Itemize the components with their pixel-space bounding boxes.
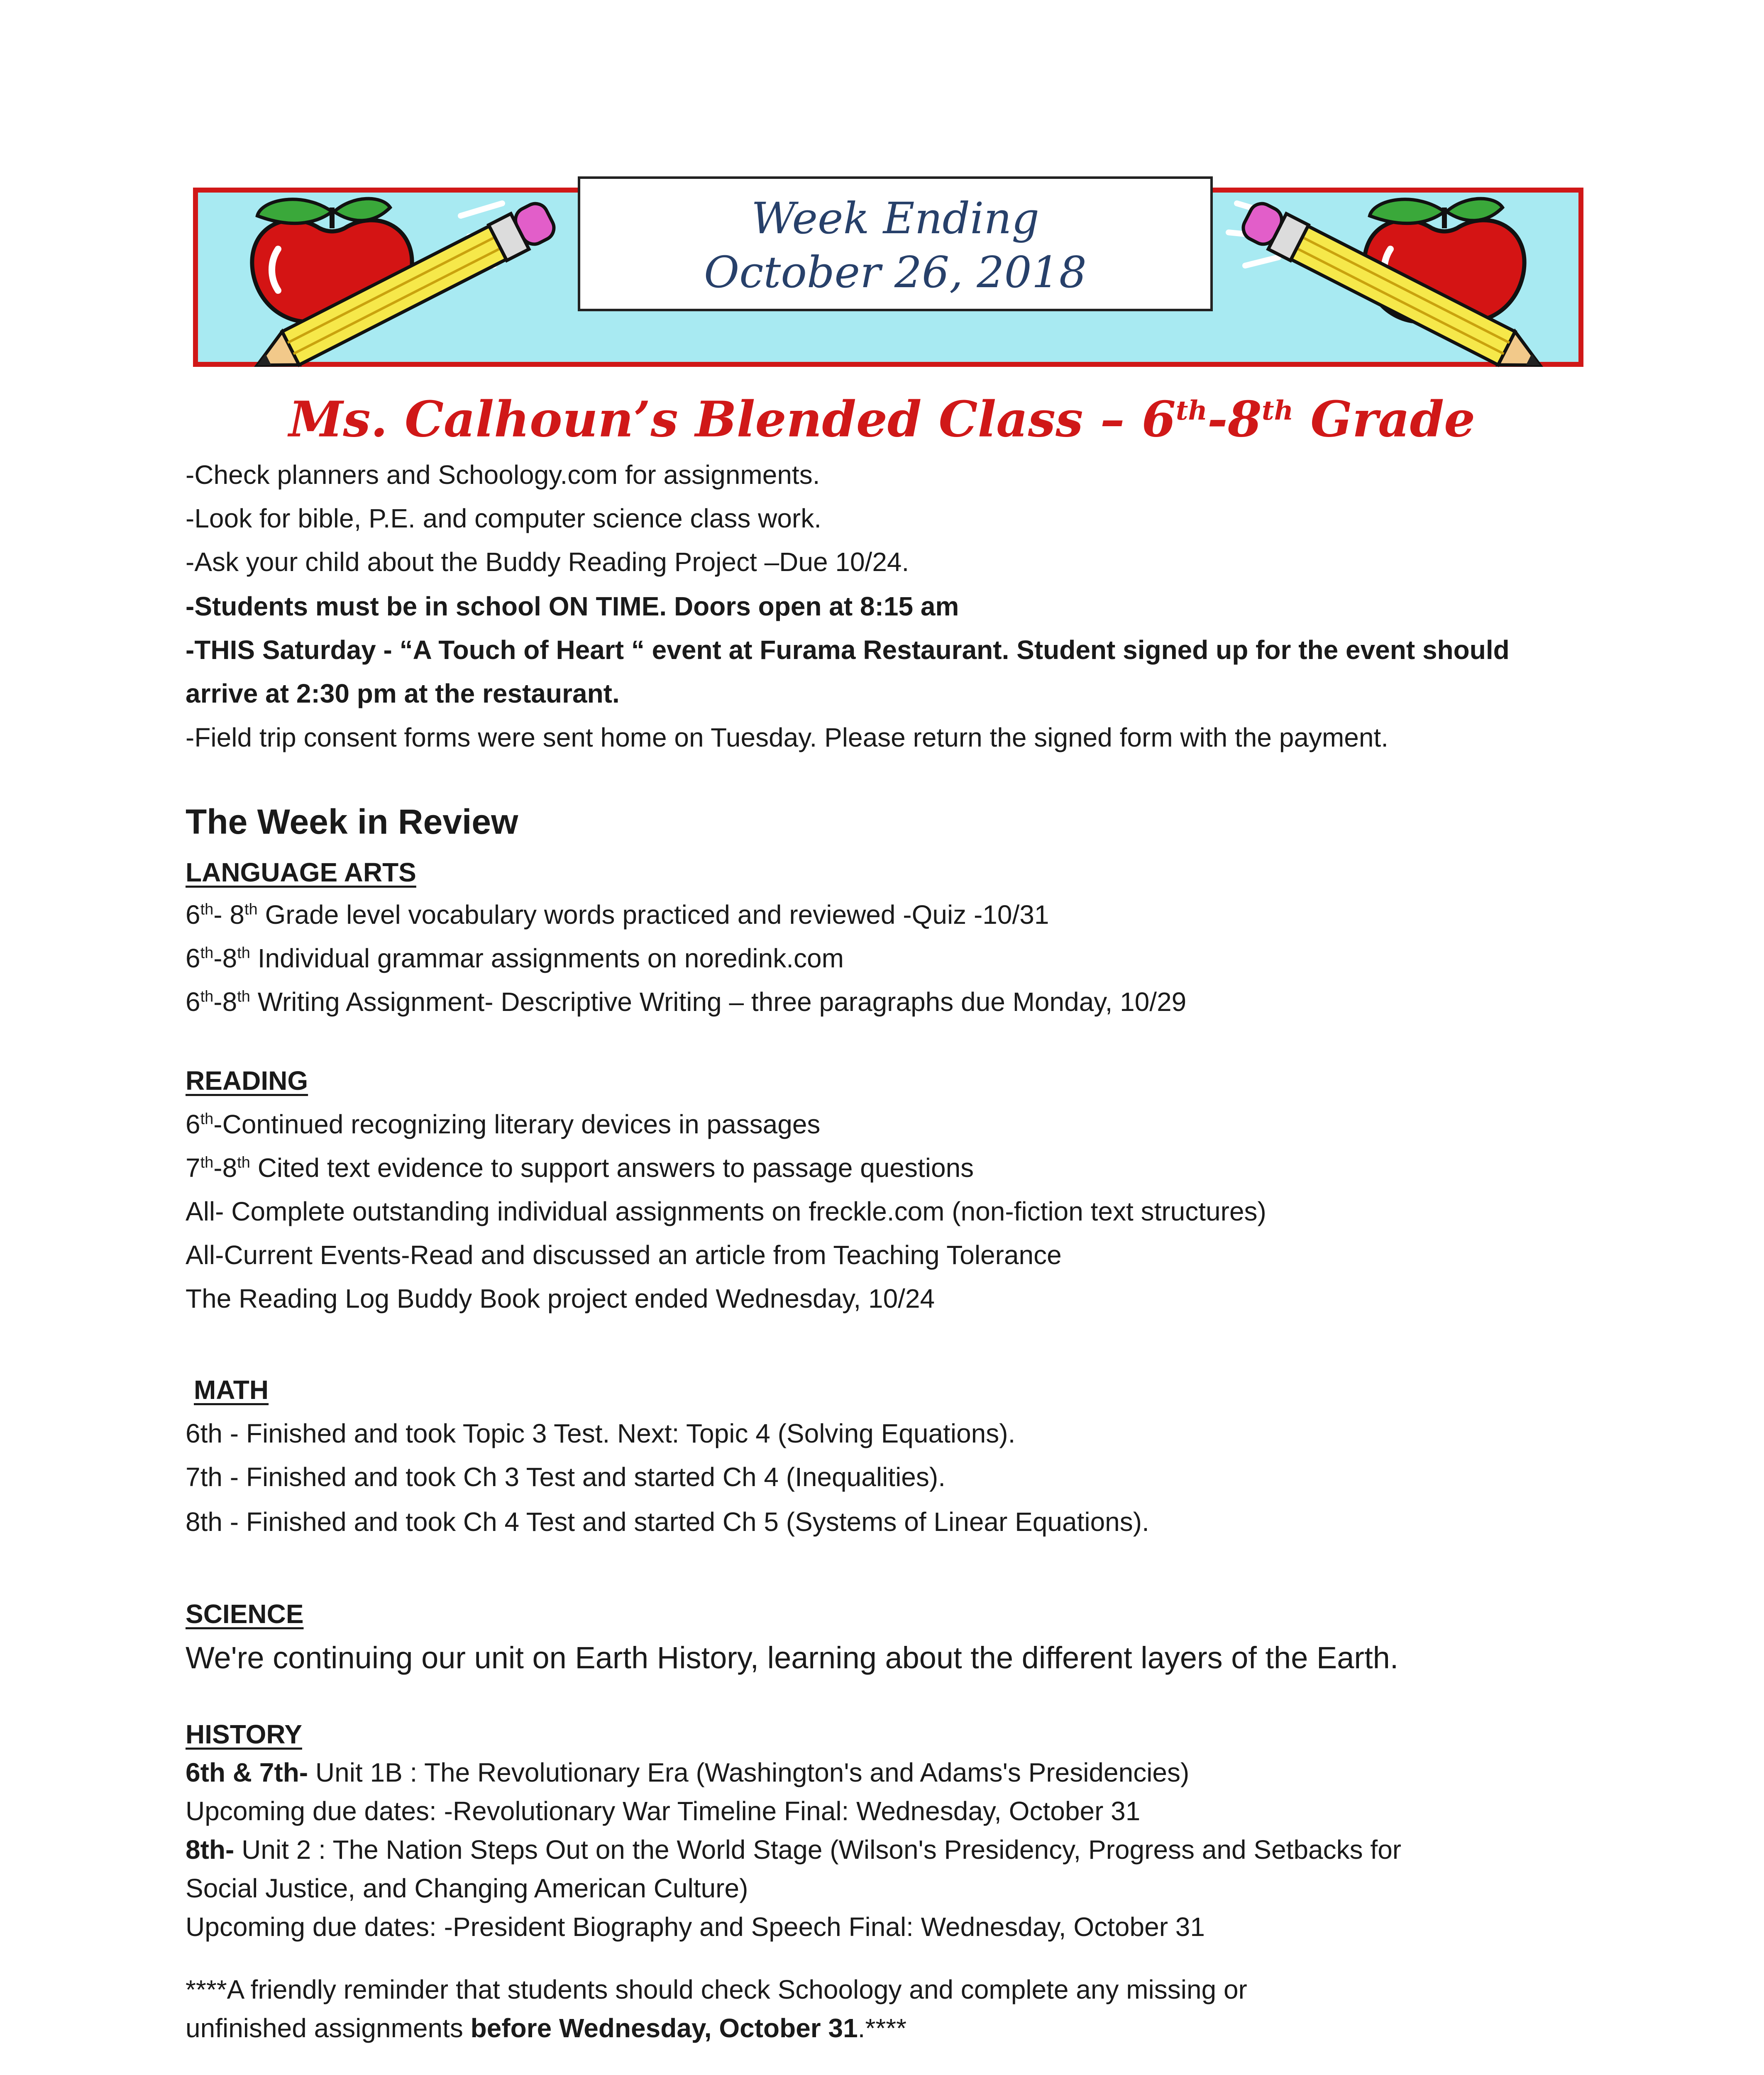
apple-pencil-icon-left (195, 191, 569, 390)
math-item: 6th - Finished and took Topic 3 Test. Next: Topic 4 (Solving Equations). (186, 1418, 1016, 1448)
announcement-item: arrive at 2:30 pm at the restaurant. (186, 679, 620, 708)
announcement-item: -Students must be in school ON TIME. Doors open at 8:15 am (186, 591, 959, 621)
reminder-line: unfinished assignments before Wednesday, October 31.**** (186, 2013, 907, 2043)
reading-item: 6th-Continued recognizing literary devices in passages (186, 1109, 821, 1139)
reading-item: All- Complete outstanding individual assignments on freckle.com (non-fiction text structures) (186, 1196, 1266, 1226)
announcement-item: -Look for bible, P.E. and computer science class work. (186, 503, 821, 533)
math-item: 7th - Finished and took Ch 3 Test and started Ch 4 (Inequalities). (186, 1462, 946, 1492)
history-item: 6th & 7th- Unit 1B : The Revolutionary Era (Washington's and Adams's Presidencies) (186, 1758, 1190, 1787)
apple-pencil-icon-right (1212, 191, 1586, 390)
week-ending-date: October 26, 2018 (704, 247, 1087, 298)
language-arts-heading: LANGUAGE ARTS (186, 857, 416, 887)
reading-item: The Reading Log Buddy Book project ended Wednesday, 10/24 (186, 1284, 935, 1313)
announcement-item: -THIS Saturday - “A Touch of Heart “ event at Furama Restaurant. Student signed up for the event should (186, 635, 1510, 665)
announcement-item: -Ask your child about the Buddy Reading Project –Due 10/24. (186, 547, 909, 577)
math-item: 8th - Finished and took Ch 4 Test and started Ch 5 (Systems of Linear Equations). (186, 1507, 1149, 1537)
class-title: Ms. Calhoun’s Blended Class – 6th-8th Grade (288, 390, 1476, 448)
reading-heading: READING (186, 1066, 308, 1096)
section-heading: The Week in Review (186, 802, 518, 841)
reading-item: 7th-8th Cited text evidence to support answers to passage questions (186, 1153, 974, 1183)
science-heading: SCIENCE (186, 1599, 304, 1629)
history-heading: HISTORY (186, 1719, 302, 1749)
history-item: Upcoming due dates: -Revolutionary War Timeline Final: Wednesday, October 31 (186, 1796, 1141, 1826)
history-item: Social Justice, and Changing American Culture) (186, 1873, 748, 1903)
history-item: 8th- Unit 2 : The Nation Steps Out on the World Stage (Wilson's Presidency, Progress and Setbacks for (186, 1835, 1402, 1865)
week-ending-label: Week Ending (751, 193, 1039, 244)
announcement-item: -Check planners and Schoology.com for assignments. (186, 460, 820, 490)
reading-item: All-Current Events-Read and discussed an article from Teaching Tolerance (186, 1240, 1062, 1270)
announcement-item: -Field trip consent forms were sent home on Tuesday. Please return the signed form with the payment. (186, 723, 1388, 752)
math-heading: MATH (194, 1375, 269, 1405)
history-item: Upcoming due dates: -President Biography and Speech Final: Wednesday, October 31 (186, 1912, 1205, 1942)
reminder-line: ****A friendly reminder that students should check Schoology and complete any missing or (186, 1975, 1247, 2004)
language-arts-item: 6th-8th Individual grammar assignments on noredink.com (186, 943, 844, 973)
science-body: We're continuing our unit on Earth History, learning about the different layers of the Earth. (186, 1640, 1399, 1675)
language-arts-item: 6th-8th Writing Assignment- Descriptive Writing – three paragraphs due Monday, 10/29 (186, 987, 1187, 1017)
week-ending-box (578, 176, 1213, 311)
language-arts-item: 6th- 8th Grade level vocabulary words practiced and reviewed -Quiz -10/31 (186, 900, 1049, 930)
